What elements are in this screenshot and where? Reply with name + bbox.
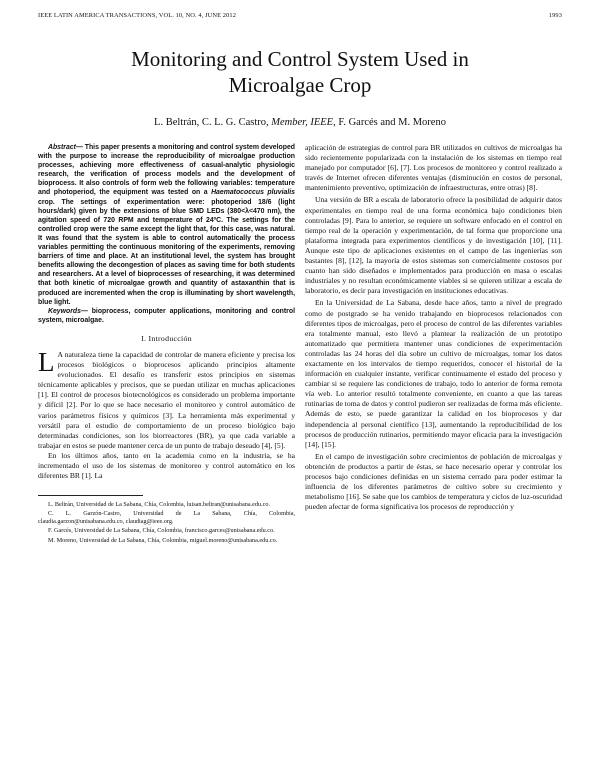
- authors-before: L. Beltrán, C. L. G. Castro,: [154, 117, 272, 128]
- author-footnotes: [38, 501, 295, 544]
- abstract-text-post: crop. The settings of experimentation were: photoperiod 18/6 (light hours/dark) given by the extensions of blue SMD LEDs (380<λ<470 nm), the agitation speed of 720 RPM and temperature of 24ºC. The settings for the controlled crop were the same except the light that, for this case, was natural. It was found that the system is able to control automatically the process variables permitting the continuous monitoring of the experiments, removing barriers of time and place. At an institutional level, the system has brought benefits allowing the decongestion of places as saving time for both students and researchers. At a level of bioprocesses of researching, it was determined that both kinetic of microalgae growth and quantity of astaxanthin that is produced are incremented when the crop is illuminating by short wavelength, blue light.: [38, 198, 295, 306]
- keywords: [38, 307, 295, 325]
- keywords-label: Keywords: [48, 307, 81, 315]
- footnote-beltran: L. Beltrán, Universidad de La Sabana, Chía, Colombia, luisan.beltran@unisabana.edu.co.: [48, 501, 271, 509]
- paper-title: [40, 46, 560, 98]
- intro-paragraph-1: [38, 346, 295, 451]
- author-role: Member, IEEE: [271, 117, 334, 128]
- authors-after: , F. Garcés and M. Moreno: [333, 117, 446, 128]
- right-paragraph-1: aplicación de estrategias de control para BR utilizados en cultivos de microalgas ha sido recientemente popularizada con la instalación de los sistemas en tiempo real manejado por computador [6], [7]. Los procesos de monitoreo y control realizado a través de Internet ofrecen diferentes ventajas (disminución en costos de personal, mantenimiento preventivo, optimización de infraestructuras, entre otras) [8].: [305, 143, 562, 193]
- title-line-1: Monitoring and Control System Used in: [131, 47, 469, 71]
- right-column: [305, 143, 562, 512]
- section-heading-introduction: I. Introducción: [141, 333, 192, 343]
- title-line-2: Microalgae Crop: [228, 73, 372, 97]
- abstract-text-pre: — This paper presents a monitoring and control system developed with the purpose to increase the reproducibility of microalgae production processes, achieving more effectiveness of casual-analytic physiologic research, the verification of process models and the development of bioprocess. It also controls of form web the following variables: temperature and photoperiod, the equipment was tested on a: [38, 144, 295, 197]
- journal-citation: IEEE LATIN AMERICA TRANSACTIONS, VOL. 10, NO. 4, JUNE 2012: [38, 12, 236, 19]
- footnote-divider: [38, 495, 143, 496]
- abstract-species: Haematococcus pluvialis: [211, 189, 295, 197]
- author-line: [40, 117, 560, 128]
- keywords-text: — bioprocess, computer applications, monitoring and control system, microalgae.: [38, 307, 295, 324]
- left-column: [38, 143, 295, 546]
- abstract-label: Abstract: [48, 144, 76, 151]
- footnote-moreno: M. Moreno, Universidad de La Sabana, Chía, Colombia, miguel.moreno@unisabana.edu.co.: [48, 536, 278, 544]
- right-paragraph-4: En el campo de investigación sobre crecimientos de población de microalgas y obtención de productos a partir de éstas, se hace necesario operar y controlar los procesos bajo condiciones definidas en un sistema cerrado para poder estimar la influencia de los diferentes parámetros de cultivo sobre su crecimiento y metabolismo [16]. Se sabe que los cambios de temperatura y ciclos de luz-oscuridad pueden afectar de forma significativa los procesos de reproducción y: [305, 451, 562, 512]
- footnote-garces: F. Garcés, Universidad de La Sabana, Chía, Colombia, francisco.garces@unisabana.edu.co.: [48, 527, 275, 535]
- footnote-garzon: C. L. Garzón-Castro, Universidad de La Sabana, Chía, Colombia, claudia.garzon@unisabana.edu.co, claudiag@ieee.org.: [38, 510, 295, 526]
- drop-cap: L: [38, 346, 55, 377]
- intro-paragraph-1-text: A naturaleza tiene la capacidad de controlar de manera eficiente y precisa los procesos biológicos o bioprocesos aplicando principios altamente evolucionados. El desafío es transferir estos principios en sistemas técnicamente aplicables y precisos, que se puedan utilizar en muchas aplicaciones [1]. El control de procesos biotecnológicos es considerado un problema importante y difícil [2]. Por lo que se hace necesario el monitoreo y control automático de varios parámetros físicos y químicos [3]. La herramienta más experimental y versátil para el estudio de comportamiento de un proceso biológico bajo determinadas condiciones, son los biorreactores (BR), ya que cada variable a trabajar en estos se puede mantener cerca de un punto de trabajo deseado [4], [5].: [38, 349, 295, 450]
- right-paragraph-3: En la Universidad de La Sabana, desde hace años, tanto a nivel de pregrado como de postgrado se ha venido trabajando en bioprocesos relacionados con diferentes tipos de microalgas, pero el proceso de control de las diferentes variables era totalmente manual, esto llevó a plantear la realización de un prototipo automatizado que permitiera mantener unas condiciones de experimentación controladas las 24 horas del día sobre un cultivo de microalgas, tomar los datos exactamente en los intervalos de tiempo requeridos, conocer el historial de la información en cualquier instante, verificar continuamente el estado del proceso y cambiar si se requiere las condiciones de trabajo, todo lo anterior de forma remota vía web. Lo anterior resultó totalmente conveniente, en cuanto a que las tareas rutinarias de toma de datos y control pudieron ser realizadas de forma más eficiente. Además de esto, se puede garantizar la calidad en los bioprocesos y dar independencia al personal científico [13], aumentando la reproducibilidad de los procesos de producción rutinarios, permitiendo mayor eficacia para la investigación [14], [15].: [305, 298, 562, 449]
- intro-paragraph-2: En los últimos años, tanto en la academia como en la industria, se ha incrementado el uso de los sistemas de monitoreo y control automático en los diferentes BR [1]. La: [38, 450, 295, 481]
- abstract: [38, 143, 295, 307]
- page-number: 1993: [548, 12, 562, 19]
- right-paragraph-2: Una versión de BR a escala de laboratorio ofrece la posibilidad de adquirir datos experimentales en tiempo real de una forma económica bajo condiciones bien controladas [9]. Para lo anterior, se requiere un software enfocado en el control en tiempo real de la operación y experimentación, de tal forma que proporcione una plataforma integrada para experimentos científicos y de investigación [10], [11]. Aunque este tipo de aplicaciones existentes en el campo de las ingenierías son bastantes [8], [12], la mayoría de estos sistemas son comercialmente costosos por cuanto han sido diseñados e implementados para producción en masa o escalas industriales y no resultan económicamente viables si se quieren utilizar a escala de laboratorio, es decir para investigación en instituciones educativas.: [305, 195, 562, 296]
